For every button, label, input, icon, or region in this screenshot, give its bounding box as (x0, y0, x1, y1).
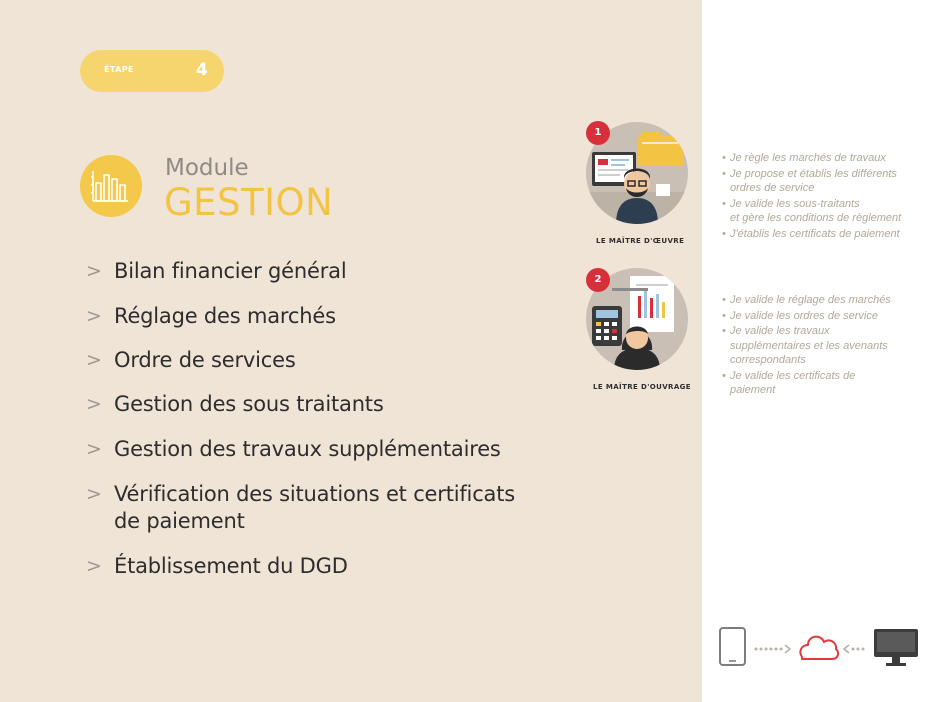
bullet-item: • Je valide les certificats de paiement (722, 369, 856, 396)
step-number: 4 (196, 60, 208, 80)
bullet-text: Je règle les marchés de travaux (730, 152, 886, 164)
feature-item (86, 391, 546, 418)
chevron-right-icon: > (86, 393, 102, 415)
bullet-text: Je propose et établis les différents (730, 167, 897, 180)
feature-item (86, 258, 546, 285)
role-caption: LE MAÎTRE D'ŒUVRE (596, 237, 685, 245)
feature-text: Gestion des sous traitants (114, 392, 384, 416)
bullet-item: • J'établis les certificats de paiement (722, 227, 900, 240)
bullet-text: Je valide les ordres de service (730, 309, 878, 322)
feature-text: Établissement du DGD (114, 554, 348, 578)
chevron-right-icon: > (86, 349, 102, 371)
bullet-text: et gère les conditions de règlement (730, 212, 902, 224)
bullet-item: • Je règle les marchés de travaux (722, 152, 886, 164)
role-1-responsibilities (722, 151, 932, 242)
arrow-right-icon (755, 645, 791, 653)
bullet-item: • Je valide les sous-traitants et gère les conditions de règlement (722, 197, 902, 224)
feature-text: Bilan financier général (114, 259, 347, 283)
bullet-text: Je valide les travaux (730, 325, 830, 337)
bullet-item: • Je propose et établis les différents ordres de service (722, 167, 897, 194)
feature-item (86, 436, 546, 463)
step-number-badge: 1 (586, 121, 610, 145)
chevron-right-icon: > (86, 483, 102, 505)
bullet-text: supplémentaires et les avenants (730, 339, 888, 352)
step-badge (80, 50, 224, 92)
step-label: ÉTAPE (104, 65, 134, 74)
bullet-item: • Je valide les ordres de service (722, 309, 878, 322)
bullet-text: J'établis les certificats de paiement (730, 227, 900, 240)
chevron-right-icon: > (86, 260, 102, 282)
bullet-text: Je valide les sous-traitants (730, 197, 860, 210)
bullet-item: • Je valide les travaux supplémentaires et les avenants correspondants (722, 325, 888, 366)
bullet-text: paiement (730, 384, 776, 396)
bullet-text: Je valide le réglage des marchés (730, 294, 891, 306)
role-2-responsibilities (722, 293, 932, 399)
feature-text: Ordre de services (114, 348, 296, 372)
feature-text: Réglage des marchés (114, 304, 336, 328)
role-caption: LE MAÎTRE D'OUVRAGE (593, 383, 691, 391)
feature-text: Vérification des situations et certificats (114, 482, 515, 506)
feature-item (86, 553, 546, 580)
bullet-item: • Je valide le réglage des marchés (722, 294, 891, 306)
chevron-right-icon: > (86, 438, 102, 460)
arrow-left-icon (844, 645, 865, 653)
feature-item (86, 347, 546, 374)
feature-text: Gestion des travaux supplémentaires (114, 437, 501, 461)
chevron-right-icon: > (86, 305, 102, 327)
feature-item (86, 303, 546, 330)
chevron-right-icon: > (86, 555, 102, 577)
cloud-icon (800, 637, 838, 659)
step-number-badge: 2 (586, 268, 610, 292)
module-label: Module (165, 155, 249, 181)
bullet-text: Je valide les certificats de (730, 369, 856, 382)
feature-text-continued: de paiement (114, 509, 245, 533)
feature-item (86, 481, 546, 535)
bar-chart-icon (80, 155, 142, 217)
device-sync-diagram (716, 625, 926, 669)
bullet-text: correspondants (730, 354, 806, 366)
monitor-icon (874, 629, 918, 666)
tablet-icon (720, 628, 745, 665)
bullet-text: ordres de service (730, 182, 815, 194)
module-title: GESTION (164, 181, 334, 224)
